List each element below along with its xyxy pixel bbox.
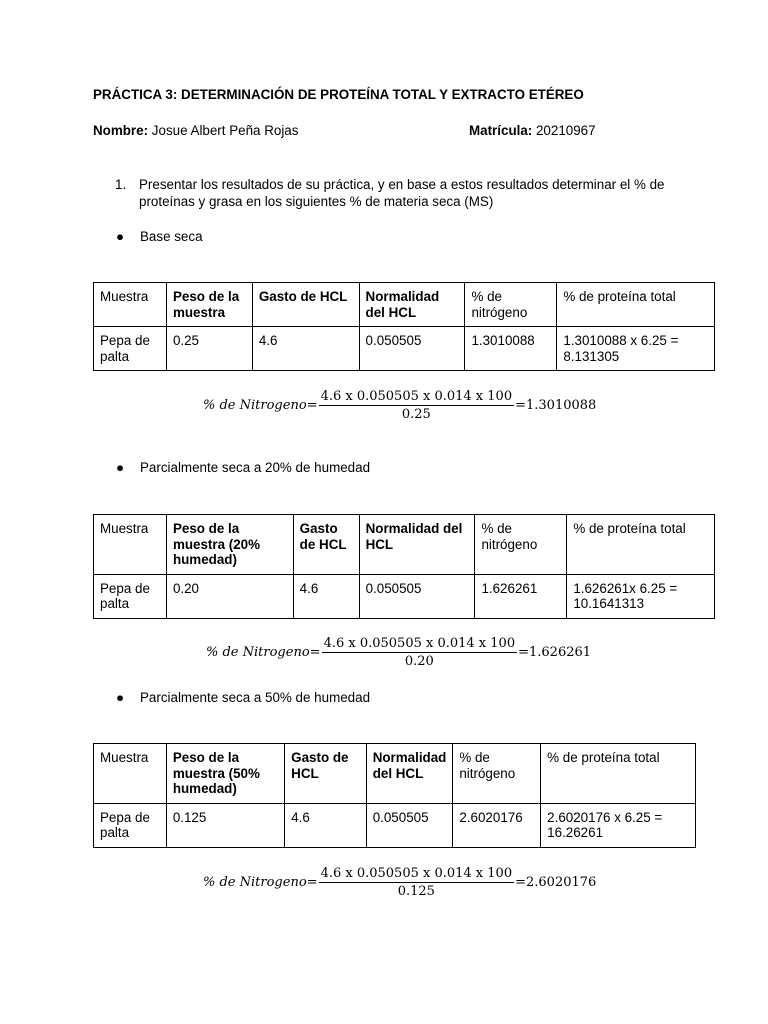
header-cell: % de proteína total [567,515,715,575]
bullet-base-seca [116,229,203,244]
formula-denominator: 0.125 [397,884,435,899]
formula-lhs: % de Nitrogeno [203,875,307,890]
table-row [94,803,696,847]
header-cell: % de proteína total [557,283,715,327]
question-number: 1. [115,177,127,192]
header-cell: Peso de la muestra (20% humedad) [166,515,293,575]
formula-lhs: % de Nitrogeno [206,645,310,660]
table-cell: 0.050505 [359,327,465,371]
bullet-dot: ● [116,690,125,705]
matricula-value: 20210967 [535,123,596,138]
formula-result: 1.3010088 [526,398,597,413]
header-cell: % de nitrógeno [475,515,567,575]
table-cell: Pepa de palta [94,803,167,847]
nombre-value: Josue Albert Peña Rojas [151,123,299,138]
header-cell: Peso de la muestra (50% humedad) [166,744,284,804]
student-name [93,123,298,138]
bullet-label: Parcialmente seca a 50% de humedad [140,690,371,705]
formula-fraction [319,866,515,899]
bullet-dot: ● [116,460,125,475]
table-header-row [94,744,696,804]
header-cell: Normalidad del HCL [359,515,475,575]
formula-result: 2.6020176 [526,875,597,890]
page-title: PRÁCTICA 3: DETERMINACIÓN DE PROTEÍNA TOTAL Y EXTRACTO ETÉREO [93,87,584,102]
table-cell: 4.6 [252,327,359,371]
table-row [94,327,715,371]
matricula-label: Matrícula: [469,123,533,138]
table-row [94,574,715,618]
table-cell: Pepa de palta [94,574,167,618]
bullet-dot: ● [116,229,125,244]
formula-20-humedad [206,636,591,669]
bullet-label: Parcialmente seca a 20% de humedad [140,460,371,475]
formula-50-humedad [203,866,596,899]
header-cell: Gasto de HCL [285,744,367,804]
formula-fraction [322,636,518,669]
header-cell: % de nitrógeno [465,283,557,327]
table-cell: 0.125 [166,803,284,847]
header-cell: Muestra [94,283,167,327]
header-cell: Muestra [94,744,167,804]
table-cell: 1.3010088 [465,327,557,371]
header-cell: Peso de la muestra [166,283,252,327]
equals-sign: = [515,875,526,890]
table-cell: 1.626261 [475,574,567,618]
header-cell: Gasto de HCL [252,283,359,327]
table-cell: 1.626261x 6.25 = 10.1641313 [567,574,715,618]
header-cell: % de proteína total [541,744,696,804]
table-cell: 0.25 [166,327,252,371]
equals-sign: = [306,398,318,413]
table-base-seca [93,282,715,371]
nombre-label: Nombre: [93,123,149,138]
formula-fraction [319,389,515,422]
equals-sign: = [518,645,529,660]
equals-sign: = [515,398,526,413]
table-cell: 1.3010088 x 6.25 = 8.131305 [557,327,715,371]
student-id [469,123,596,138]
table-header-row [94,283,715,327]
table-cell: 0.050505 [359,574,475,618]
table-50-humedad [93,743,696,848]
table-cell: 4.6 [293,574,359,618]
formula-numerator: 4.6 x 0.050505 x 0.014 x 100 [320,389,513,404]
header-cell: Gasto de HCL [293,515,359,575]
table-cell: 2.6020176 [453,803,541,847]
header-cell: Muestra [94,515,167,575]
formula-numerator: 4.6 x 0.050505 x 0.014 x 100 [323,636,516,651]
formula-denominator: 0.20 [404,654,434,669]
equals-sign: = [306,875,318,890]
table-cell: Pepa de palta [94,327,167,371]
formula-numerator: 4.6 x 0.050505 x 0.014 x 100 [320,866,513,881]
header-cell: Normalidad del HCL [366,744,453,804]
header-cell: % de nitrógeno [453,744,541,804]
formula-denominator: 0.25 [401,407,431,422]
table-header-row [94,515,715,575]
formula-result: 1.626261 [529,645,592,660]
table-cell: 0.050505 [366,803,453,847]
question-text: Presentar los resultados de su práctica, y en base a estos resultados determinar el % de proteínas y grasa en los siguientes % de materia seca (MS) [139,177,665,209]
table-20-humedad [93,514,715,619]
table-cell: 2.6020176 x 6.25 = 16.26261 [541,803,696,847]
formula-base-seca [203,389,596,422]
equals-sign: = [309,645,321,660]
bullet-50-humedad [116,690,370,705]
bullet-20-humedad [116,460,370,475]
header-cell: Normalidad del HCL [359,283,465,327]
table-cell: 0.20 [166,574,293,618]
bullet-label: Base seca [140,229,203,244]
formula-lhs: % de Nitrogeno [203,398,307,413]
table-cell: 4.6 [285,803,367,847]
